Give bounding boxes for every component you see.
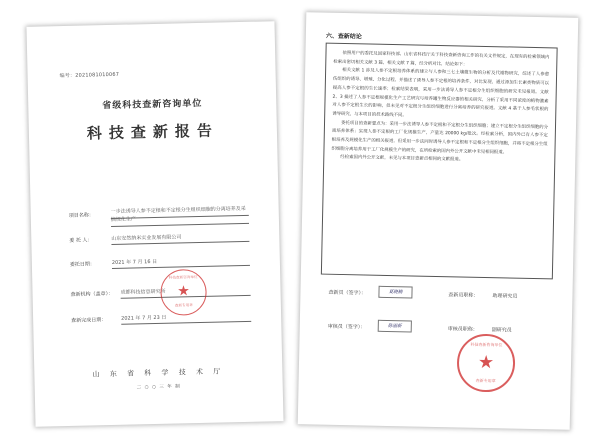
field-label-commission-date: 委托日期： — [69, 261, 95, 268]
paragraph: 依照用户的委托及国家科技部、山东省科技厅关于科技查新咨询工作的有关文件规定，在现有的检索领域内检索出密切相关文献 3 篇，相关文献 7 篇，经分析对比，结论如下： — [333, 50, 550, 68]
signature-label-reviewer: 审核员（签字）： — [327, 323, 366, 331]
signature-label-searcher: 查新员（签字）： — [328, 289, 367, 297]
paragraph: 相关文献 1 涉及人参不定根培养体系的建立与人参和三七土壤微生物的分析及代谢物研究，综述了人参愈伤组织的诱导、增殖、分化过程，并描述了诱导人参不定根的培养条件，对比发现，通过添加生长素类物质可以提高人参不定根的生长速率；检索结果表明，采用一步法诱导人参不定根分生组织细胞的研究未见报道。文献 2、3 描述了人参不定根规模化生产工艺研究与培养罐生物反应器的相关研究，分析了采用不同浓度的植物激素对人参不定根生长的影响，但未见对不定根分生组织细胞进行分离培养的研究报道。文献 4 基于人参毛状根的诱导研究，与本项目的技术路线不同。 — [332, 68, 550, 119]
signature-searcher: 夏晓楠 — [378, 286, 412, 299]
title-searcher: 助理研究员 — [492, 293, 518, 300]
field-label-project: 项目名称： — [68, 212, 94, 219]
section-heading: 六、查新结论 — [325, 32, 362, 41]
field-value-commission-date: 2021 年 7 月 16 日 — [111, 258, 158, 266]
footer-issuer: 山 东 省 科 学 技 术 厅 — [92, 367, 225, 379]
title-label-reviewer: 审核员职称： — [447, 326, 478, 333]
official-seal: 科技查新咨询单位 ★ 查新专用章 — [456, 333, 515, 392]
official-seal: 科技查新咨询单位 ★ 查新专用章 — [160, 269, 207, 316]
title-label-searcher: 查新员职称： — [448, 292, 479, 299]
conclusion-page — [298, 12, 579, 430]
field-label-completion-date: 查新完成日期： — [71, 317, 107, 324]
field-value-client: 山东安然纳米实业发展有限公司 — [111, 234, 182, 242]
paragraph: 经检索国内外公开文献，未见与本项目查新点相同的文献报道。 — [340, 155, 464, 163]
cover-page — [26, 21, 283, 427]
title-reviewer: 副研究员 — [491, 327, 512, 334]
paragraph: 委托项目的查新要点为：采用一步法诱导人参不定根和不定根分生组织细胞；建立不定根分生组织细胞的分离培养体系；实现人参不定根的工厂化规模生产，产量达 20000 kg/批次。经检索分析，国内外已有人参不定根培养及规模化生产的相关报道，但采用一步法同时诱导人参不定根和不定根分生组织细胞，并将不定根分生组织细胞分离培养用于工厂化规模生产的研究，在所检索的国内外公开文献中未见相同报道。 — [331, 120, 549, 156]
field-label-institution: 查新机构（盖章）： — [70, 290, 114, 298]
field-value-institution: 成都科技信息研究所 — [120, 288, 166, 296]
signature-reviewer: 陈丽新 — [378, 320, 412, 333]
report-title: 科技查新报告 — [86, 121, 220, 143]
serial-number: 编号：2021081010067 — [59, 71, 120, 80]
field-value-project: 一步法诱导人参不定根和不定根分生组织细胞的分离培养及采摘规化生产 — [110, 205, 246, 223]
issuer-unit: 省级科技查新咨询单位 — [102, 98, 203, 112]
field-label-client: 委 托 人： — [69, 237, 93, 244]
footer-date: 二 ○ ○ 三 年 制 — [136, 384, 181, 391]
conclusion-text-box — [321, 43, 558, 280]
field-value-completion-date: 2021 年 7 月 23 日 — [121, 314, 167, 322]
